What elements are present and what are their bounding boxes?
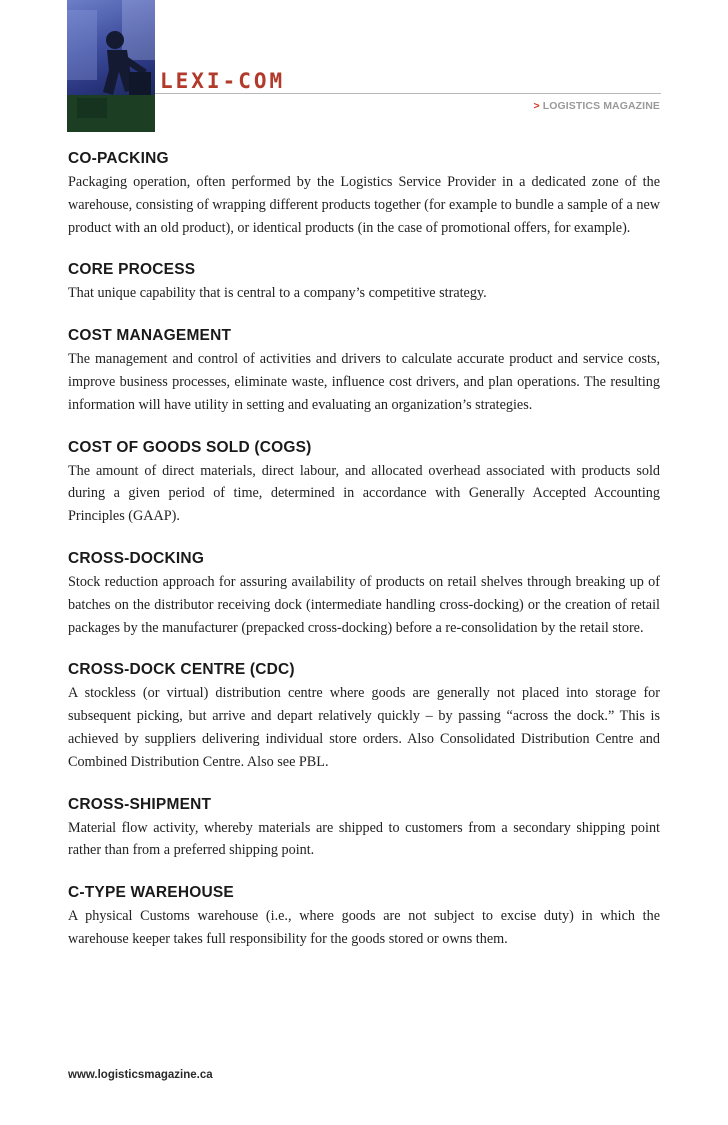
glossary-term: COST OF GOODS SOLD (COGS) [68,438,312,456]
glossary-definition: The amount of direct materials, direct labour, and allocated overhead associated with products sold during a given period of time, determined in accordance with Generally Accepted Accounting Principles (GAAP). [68,462,660,525]
glossary-definition: That unique capability that is central to a company’s competitive strategy. [68,285,487,302]
glossary-definition: Packaging operation, often performed by the Logistics Service Provider in a dedicated zone of the warehouse, consisting of wrapping different products together (for example to bundle a sample of a new product with an old product), or identical products (in the case of promotional offers, for example). [68,174,660,236]
glossary-entry-cross-docking [68,549,660,639]
worker-silhouette-image [67,0,155,132]
header-divider [155,93,661,94]
footer-website-link[interactable]: www.logisticsmagazine.ca [68,1069,213,1081]
glossary-entry-cross-shipment [68,795,660,863]
glossary-definition: A stockless (or virtual) distribution centre where goods are generally not placed into storage for subsequent picking, but arrive and depart relatively quickly – by passing “across the dock.” This is achieved by suppliers delivering individual store orders. Also Consolidated Distribution Centre and Combined Distribution Centre. Also see PBL. [68,685,660,770]
glossary-term: C-TYPE WAREHOUSE [68,884,234,902]
glossary-definition: Stock reduction approach for assuring availability of products on retail shelves through breaking up of batches on the distributor receiving dock (intermediate handling cross-docking) or the creation of retail packages by the manufacturer (prepacked cross-docking) before a re-consolidation by the retail store. [68,573,660,636]
glossary-term: CROSS-DOCK CENTRE (CDC) [68,661,295,679]
glossary-term: CROSS-DOCKING [68,549,205,567]
glossary-entry-co-packing [68,149,660,239]
magazine-label [533,100,660,112]
chevron-right-icon: > [533,100,540,112]
glossary-definition: A physical Customs warehouse (i.e., where goods are not subject to excise duty) in which the warehouse keeper takes full responsibility for the goods stored or owns them. [68,908,660,947]
glossary-entry-cross-dock-centre [68,660,660,773]
glossary-entry-c-type-warehouse [68,883,660,951]
glossary-term: CO-PACKING [68,150,169,167]
header-photo [67,0,155,132]
glossary-term: COST MANAGEMENT [68,327,232,345]
glossary-entry-core-process [68,260,660,305]
glossary-definition: Material flow activity, whereby materials are shipped to customers from a secondary shipping point rather than from a preferred shipping point. [68,819,660,859]
glossary-definition: The management and control of activities and drivers to calculate accurate product and service costs, improve business processes, eliminate waste, influence cost drivers, and plan operations. The resulting information will have utility in setting and evaluating an organization’s strategies. [68,351,660,413]
lexi-com-logo: LEXI-COM [160,69,286,93]
glossary-term: CROSS-SHIPMENT [68,795,212,813]
magazine-label-text: LOGISTICS MAGAZINE [542,100,660,112]
glossary-term: CORE PROCESS [68,261,196,279]
glossary-entry-cost-management [68,326,660,416]
glossary-entry-cogs [68,438,660,528]
glossary-content [68,149,660,972]
